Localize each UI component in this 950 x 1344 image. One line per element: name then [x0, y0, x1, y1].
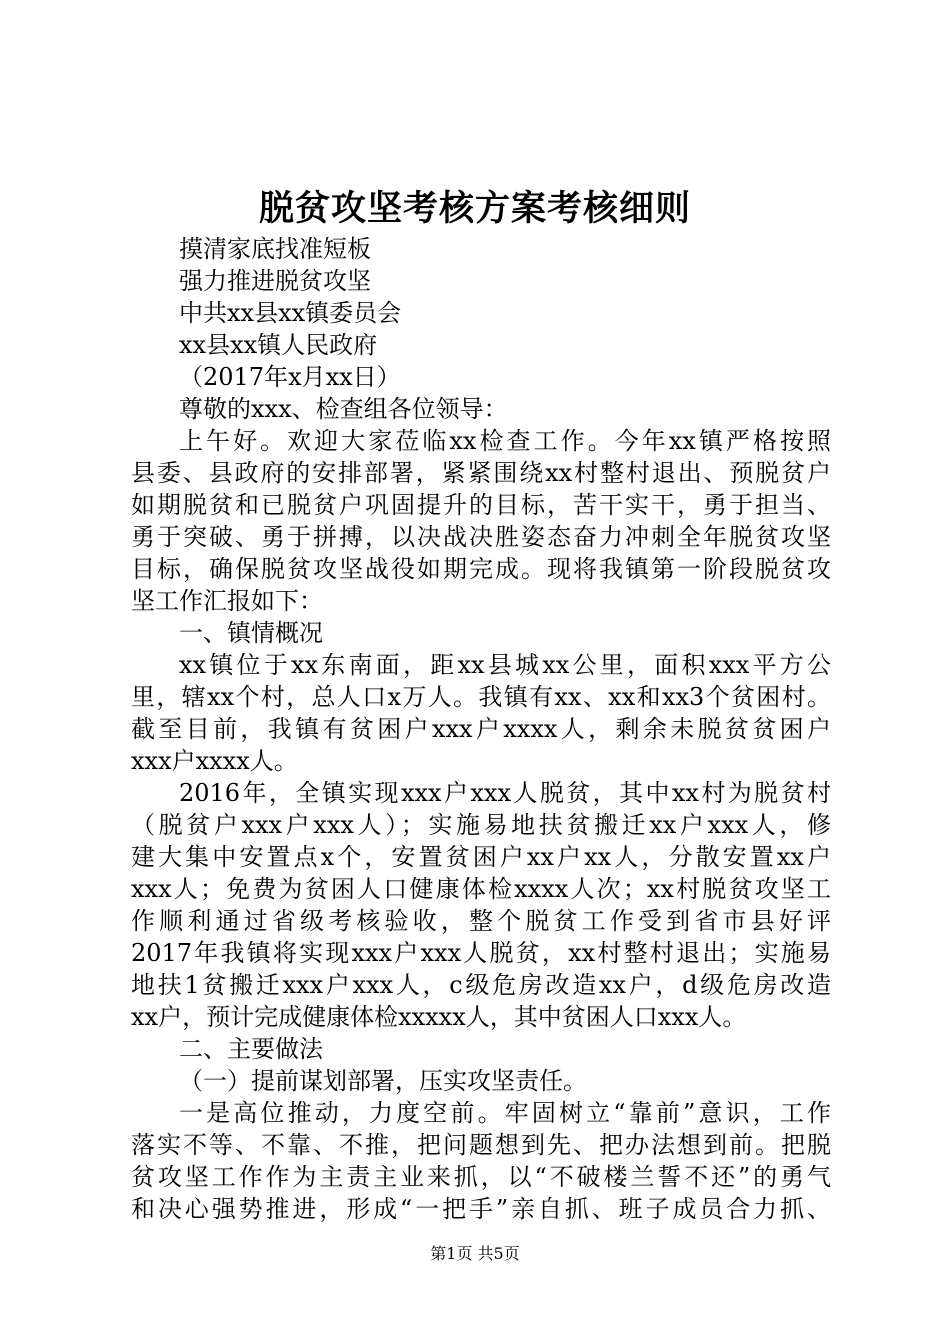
text-line: 建大集中安置点x个，安置贫困户xx户xx人，分散安置xx户 — [131, 843, 831, 871]
text-line: 里，辖xx个村，总人口x万人。我镇有xx、xx和xx3个贫困村。 — [131, 683, 831, 711]
text-line: （脱贫户xxx户xxx人）；实施易地扶贫搬迁xx户xxx人，修 — [131, 811, 831, 839]
text-line: 截至目前，我镇有贫困户xxx户xxxx人，剩余未脱贫贫困户 — [131, 715, 831, 743]
text-line: 作顺利通过省级考核验收，整个脱贫工作受到省市县好评 — [131, 907, 831, 935]
text-line: 贫攻坚工作作为主责主业来抓，以“不破楼兰誓不还”的勇气 — [131, 1163, 831, 1191]
text-line: 强力推进脱贫攻坚 — [179, 267, 371, 295]
text-line: （2017年x月xx日） — [179, 363, 401, 391]
text-line: 尊敬的xxx、检查组各位领导： — [179, 395, 508, 423]
text-line: 地扶1贫搬迁xxx户xxx人，c级危房改造xx户，d级危房改造 — [131, 971, 831, 999]
section-heading: 二、主要做法 — [179, 1035, 323, 1063]
text-line: 勇于突破、勇于拼搏，以决战决胜姿态奋力冲刺全年脱贫攻坚 — [131, 523, 831, 551]
text-line: 落实不等、不靠、不推，把问题想到先、把办法想到前。把脱 — [131, 1131, 831, 1159]
page-footer: 第1页 共5页 — [430, 1244, 520, 1263]
text-line: 上午好。欢迎大家莅临xx检查工作。今年xx镇严格按照 — [179, 427, 831, 455]
text-line: xx县xx镇人民政府 — [179, 331, 378, 359]
text-line: 坚工作汇报如下： — [131, 587, 323, 615]
text-line: 摸清家底找准短板 — [179, 235, 371, 263]
text-line: 和决心强势推进，形成“一把手”亲自抓、班子成员合力抓、 — [131, 1195, 831, 1223]
text-line: xxx人；免费为贫困人口健康体检xxxx人次；xx村脱贫攻坚工 — [131, 875, 831, 903]
text-line: 如期脱贫和已脱贫户巩固提升的目标，苦干实干，勇于担当、 — [131, 491, 831, 519]
text-line: 一是高位推动，力度空前。牢固树立“靠前”意识，工作 — [179, 1099, 831, 1127]
document-title: 脱贫攻坚考核方案考核细则 — [258, 188, 691, 229]
document-body — [131, 233, 831, 1225]
text-line: xxx户xxxx人。 — [131, 747, 298, 775]
text-line: 目标，确保脱贫攻坚战役如期完成。现将我镇第一阶段脱贫攻 — [131, 555, 831, 583]
text-line: 2017年我镇将实现xxx户xxx人脱贫，xx村整村退出；实施易 — [131, 939, 831, 967]
section-heading: 一、镇情概况 — [179, 619, 323, 647]
text-line: xx户，预计完成健康体检xxxxx人，其中贫困人口xxx人。 — [131, 1003, 747, 1031]
text-line: xx镇位于xx东南面，距xx县城xx公里，面积xxx平方公 — [179, 651, 831, 679]
text-line: 县委、县政府的安排部署，紧紧围绕xx村整村退出、预脱贫户 — [131, 459, 831, 487]
text-line: 2016年，全镇实现xxx户xxx人脱贫，其中xx村为脱贫村 — [179, 779, 831, 807]
subsection-heading: （一）提前谋划部署，压实攻坚责任。 — [179, 1067, 587, 1095]
text-line: 中共xx县xx镇委员会 — [179, 299, 402, 327]
